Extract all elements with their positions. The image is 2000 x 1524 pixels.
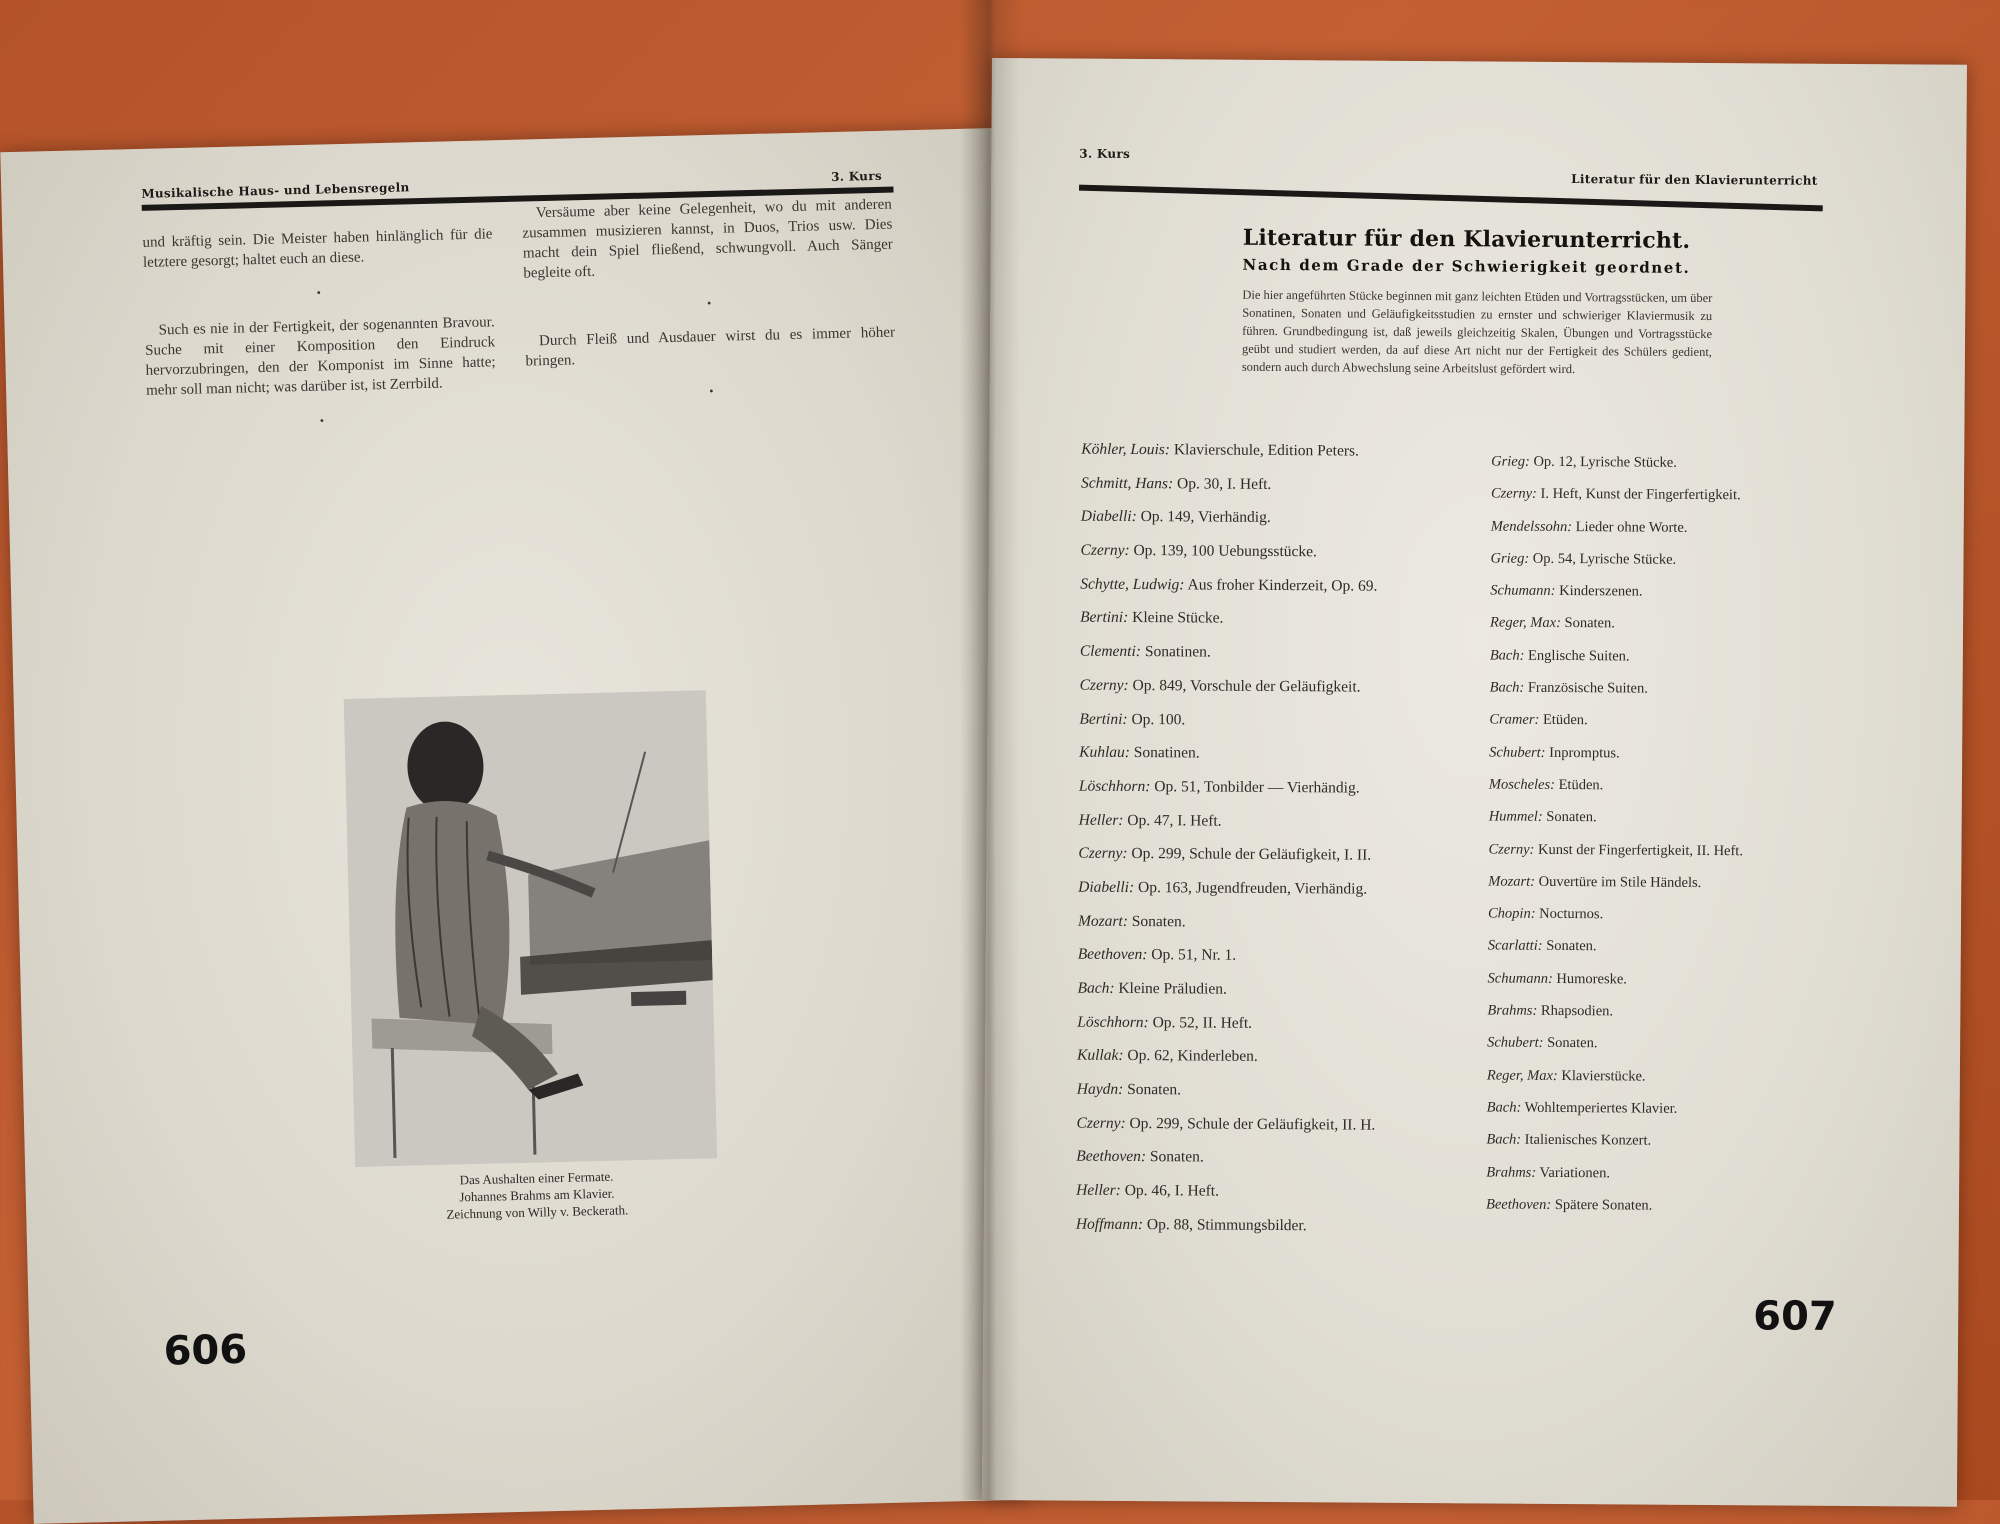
composer-name: Cramer: <box>1489 711 1540 729</box>
work-title: Klavierschule, Edition Peters. <box>1173 441 1360 460</box>
work-title: Op. 51, Nr. 1. <box>1151 946 1237 965</box>
composer-name: Reger, Max: <box>1490 614 1561 632</box>
composer-name: Heller: <box>1076 1181 1121 1200</box>
composer-name: Reger, Max: <box>1486 1067 1558 1084</box>
composer-name: Czerny: <box>1078 844 1128 863</box>
work-title: Op. 100. <box>1131 710 1186 728</box>
work-title: Kunst der Fingerfertigkeit, II. Heft. <box>1537 841 1744 859</box>
separator-star: • <box>709 383 714 399</box>
literature-entry <box>1487 1099 1742 1133</box>
left-running-head-course: 3. Kurs <box>830 168 883 185</box>
literature-entry <box>1486 1196 1741 1230</box>
literature-entry <box>1076 1114 1375 1150</box>
work-title: Sonaten. <box>1546 938 1597 955</box>
left-page <box>0 128 1028 1524</box>
composer-name: Czerny: <box>1490 485 1537 503</box>
image-caption <box>355 1165 718 1225</box>
work-title: Op. 849, Vorschule der Geläufigkeit. <box>1132 676 1361 696</box>
composer-name: Schytte, Ludwig: <box>1080 575 1185 594</box>
literature-entry <box>1489 809 1744 843</box>
paragraph: und kräftig sein. Die Meister haben hinlänglich für die letztere gesorgt; haltet euch an diese. <box>142 226 493 271</box>
caption-line: Johannes Brahms am Klavier. <box>459 1185 615 1205</box>
composer-name: Grieg: <box>1491 453 1530 470</box>
work-title: Spätere Sonaten. <box>1554 1196 1653 1214</box>
composer-name: Schmitt, Hans: <box>1080 474 1174 492</box>
literature-entry <box>1489 680 1744 714</box>
composer-name: Moscheles: <box>1488 776 1556 793</box>
literature-entry <box>1487 1035 1742 1069</box>
literature-entry <box>1491 486 1746 520</box>
work-title: Kinderszenen. <box>1559 583 1643 600</box>
literature-entry <box>1077 1013 1376 1049</box>
caption-line: Das Aushalten einer Fermate. <box>459 1168 614 1188</box>
work-title: Nocturnos. <box>1539 905 1604 923</box>
work-title: Sonaten. <box>1149 1148 1204 1166</box>
literature-entry <box>1080 609 1379 645</box>
paragraph: Durch Fleiß und Ausdauer wirst du es immer höher bringen. <box>525 324 896 370</box>
literature-entry <box>1490 615 1745 649</box>
literature-entry <box>1080 643 1379 679</box>
work-title: Op. 139, 100 Uebungsstücke. <box>1133 542 1317 561</box>
composer-name: Bertini: <box>1080 609 1129 627</box>
separator-star: • <box>319 413 325 428</box>
work-title: Op. 299, Schule der Geläufigkeit, I. II. <box>1131 845 1372 864</box>
composer-name: Diabelli: <box>1080 508 1137 526</box>
paragraph: Such es nie in der Fertigkeit, der sogenannten Bravour. Suche mit einer Komposition den Eindruck hervorzubringen, den der Komponist im Sinne hatte; mehr soll man nicht; was darüber ist, ist Zerrbild. <box>144 314 496 399</box>
work-title: Op. 163, Jugendfreuden, Vierhändig. <box>1137 878 1368 898</box>
work-title: Op. 30, I. Heft. <box>1176 474 1272 493</box>
brahms-drawing-image <box>344 690 717 1167</box>
work-title: Sonaten. <box>1131 912 1186 930</box>
left-text-column-2 <box>522 195 897 420</box>
literature-entry <box>1081 474 1380 510</box>
composer-name: Schubert: <box>1487 1034 1544 1052</box>
work-title: Sonaten. <box>1546 809 1597 826</box>
caption-line: Zeichnung von Willy v. Beckerath. <box>446 1202 629 1222</box>
literature-entry <box>1488 841 1743 875</box>
work-title: Op. 88, Stimmungsbilder. <box>1146 1215 1307 1235</box>
composer-name: Bach: <box>1486 1099 1522 1116</box>
composer-name: Beethoven: <box>1485 1196 1552 1213</box>
left-running-head: Musikalische Haus- und Lebensregeln <box>141 180 410 201</box>
composer-name: Schubert: <box>1489 744 1546 761</box>
composer-name: Bach: <box>1489 647 1525 664</box>
literature-entry <box>1076 1215 1375 1251</box>
work-title: Klavierstücke. <box>1561 1067 1646 1085</box>
literature-entry <box>1491 453 1746 487</box>
work-title: Humoreske. <box>1556 970 1627 988</box>
literature-entry <box>1491 518 1746 552</box>
separator-star: • <box>706 295 712 311</box>
work-title: Sonatinen. <box>1144 643 1211 661</box>
intro-paragraph: Die hier angeführten Stücke beginnen mit ganz leichten Etüden und Vortragsstücken, um über Sonatinen, Sonaten und Geläufigkeitsstudien zu ernster und schwieriger Klaviermusik zu führen. Grundbedingung ist, daß jeweils gleichzeitig Skalen, Übungen und Vortragsstücke geübt und studiert werden, da auf diese Art nicht nur der Fertigkeit des Schülers gedient, sondern auch durch Abwechslung seine Arbeitslust gefördert wird. <box>1241 287 1713 377</box>
literature-entry <box>1486 1164 1741 1198</box>
literature-entry <box>1078 912 1377 948</box>
right-running-head: Literatur für den Klavierunterricht <box>1571 172 1818 188</box>
composer-name: Czerny: <box>1076 1114 1126 1132</box>
literature-entry <box>1490 647 1745 681</box>
right-page <box>982 58 1967 1507</box>
work-title: Italienisches Konzert. <box>1524 1131 1652 1149</box>
literature-entry <box>1488 906 1743 940</box>
literature-list-column-1 <box>1076 441 1380 1252</box>
literature-entry <box>1079 777 1378 813</box>
literature-entry <box>1076 1148 1375 1184</box>
composer-name: Haydn: <box>1076 1080 1124 1099</box>
work-title: Rhapsodien. <box>1540 1002 1614 1020</box>
left-text-column-1 <box>142 224 497 448</box>
right-header-rule <box>1079 185 1823 212</box>
literature-entry <box>1079 710 1378 746</box>
literature-entry <box>1077 1081 1376 1117</box>
composer-name: Mendelssohn: <box>1490 518 1573 535</box>
composer-name: Czerny: <box>1080 541 1130 560</box>
left-page-number: 606 <box>163 1326 248 1375</box>
work-title: Wohltemperiertes Klavier. <box>1524 1099 1678 1117</box>
work-title: Sonaten. <box>1564 615 1615 632</box>
composer-name: Kullak: <box>1076 1046 1124 1065</box>
work-title: Französische Suiten. <box>1527 679 1648 697</box>
work-title: Etüden. <box>1558 776 1604 794</box>
work-title: Englische Suiten. <box>1528 647 1630 665</box>
literature-entry <box>1078 845 1377 881</box>
composer-name: Bach: <box>1486 1131 1522 1148</box>
work-title: Op. 12, Lyrische Stücke. <box>1533 453 1677 471</box>
composer-name: Löschhorn: <box>1077 1013 1149 1031</box>
literature-entry <box>1487 1067 1742 1101</box>
work-title: Inpromptus. <box>1549 744 1620 762</box>
literature-entry <box>1079 744 1378 780</box>
book-gutter-shadow <box>960 0 1020 1500</box>
right-page-number: 607 <box>1753 1293 1837 1340</box>
composer-name: Schumann: <box>1487 970 1553 987</box>
composer-name: Chopin: <box>1487 905 1536 922</box>
composer-name: Hoffmann: <box>1075 1215 1144 1233</box>
work-title: Op. 62, Kinderleben. <box>1127 1047 1258 1066</box>
work-title: Ouvertüre im Stile Händels. <box>1538 873 1702 891</box>
work-title: Op. 51, Tonbilder — Vierhändig. <box>1154 778 1360 797</box>
literature-entry <box>1487 1003 1742 1037</box>
composer-name: Grieg: <box>1490 550 1530 567</box>
work-title: Sonaten. <box>1547 1035 1598 1052</box>
paragraph: Versäume aber keine Gelegenheit, wo du mit anderen zusammen musizieren kannst, in Duos, Trios usw. Dies macht dein Spiel fließend, schwungvoll. Auch Sänger begleite oft. <box>522 196 894 282</box>
work-title: Etüden. <box>1542 712 1588 729</box>
composer-name: Brahms: <box>1487 1002 1538 1019</box>
composer-name: Schumann: <box>1490 582 1556 600</box>
composer-name: Czerny: <box>1488 841 1535 858</box>
literature-entry <box>1486 1132 1741 1166</box>
work-title: Op. 46, I. Heft. <box>1124 1182 1220 1200</box>
literature-entry <box>1077 1047 1376 1083</box>
literature-entry <box>1081 508 1380 544</box>
literature-entry <box>1077 980 1376 1016</box>
right-running-head-course: 3. Kurs <box>1079 146 1131 161</box>
composer-name: Clementi: <box>1079 642 1142 661</box>
literature-entry <box>1488 873 1743 907</box>
composer-name: Bach: <box>1489 679 1525 696</box>
literature-entry <box>1078 946 1377 982</box>
literature-entry <box>1487 970 1742 1004</box>
pianist-sketch-icon <box>344 690 717 1167</box>
composer-name: Diabelli: <box>1078 878 1135 896</box>
work-title: Sonatinen. <box>1133 744 1200 762</box>
literature-entry <box>1488 938 1743 972</box>
work-title: Op. 52, II. Heft. <box>1152 1013 1253 1032</box>
literature-entry <box>1076 1182 1375 1218</box>
literature-entry <box>1081 441 1380 477</box>
work-title: I. Heft, Kunst der Fingerfertigkeit. <box>1540 486 1741 504</box>
composer-name: Bach: <box>1077 979 1115 997</box>
literature-entry <box>1490 550 1745 584</box>
composer-name: Mozart: <box>1488 873 1536 890</box>
work-title: Op. 299, Schule der Geläufigkeit, II. H. <box>1129 1114 1376 1134</box>
work-title: Kleine Stücke. <box>1132 609 1224 628</box>
work-title: Op. 47, I. Heft. <box>1127 811 1222 830</box>
literature-entry <box>1489 776 1744 810</box>
composer-name: Beethoven: <box>1076 1148 1147 1166</box>
literature-entry <box>1078 879 1377 915</box>
composer-name: Löschhorn: <box>1078 777 1151 795</box>
page-subtitle: Nach dem Grade der Schwierigkeit geordnet. <box>1242 255 1691 277</box>
work-title: Aus froher Kinderzeit, Op. 69. <box>1187 576 1378 595</box>
literature-entry <box>1080 575 1379 611</box>
literature-entry <box>1079 811 1378 847</box>
page-title: Literatur für den Klavierunterricht. <box>1242 224 1691 254</box>
literature-entry <box>1080 542 1379 578</box>
composer-name: Heller: <box>1078 811 1124 829</box>
work-title: Sonaten. <box>1127 1081 1182 1099</box>
work-title: Variationen. <box>1539 1164 1611 1181</box>
composer-name: Beethoven: <box>1077 945 1148 964</box>
composer-name: Brahms: <box>1486 1164 1537 1181</box>
composer-name: Scarlatti: <box>1487 937 1543 955</box>
literature-entry <box>1489 744 1744 778</box>
separator-star: • <box>316 285 322 300</box>
composer-name: Czerny: <box>1079 676 1129 694</box>
work-title: Op. 149, Vierhändig. <box>1140 508 1271 527</box>
composer-name: Bertini: <box>1079 710 1128 728</box>
literature-entry <box>1489 712 1744 746</box>
literature-entry <box>1079 676 1378 712</box>
composer-name: Kuhlau: <box>1079 743 1131 762</box>
literature-entry <box>1490 583 1745 617</box>
work-title: Op. 54, Lyrische Stücke. <box>1532 550 1677 568</box>
composer-name: Hummel: <box>1488 808 1543 826</box>
work-title: Lieder ohne Worte. <box>1575 518 1688 536</box>
composer-name: Köhler, Louis: <box>1081 440 1171 459</box>
work-title: Kleine Präludien. <box>1118 979 1227 998</box>
literature-list-column-2 <box>1486 453 1746 1230</box>
composer-name: Mozart: <box>1077 912 1128 930</box>
